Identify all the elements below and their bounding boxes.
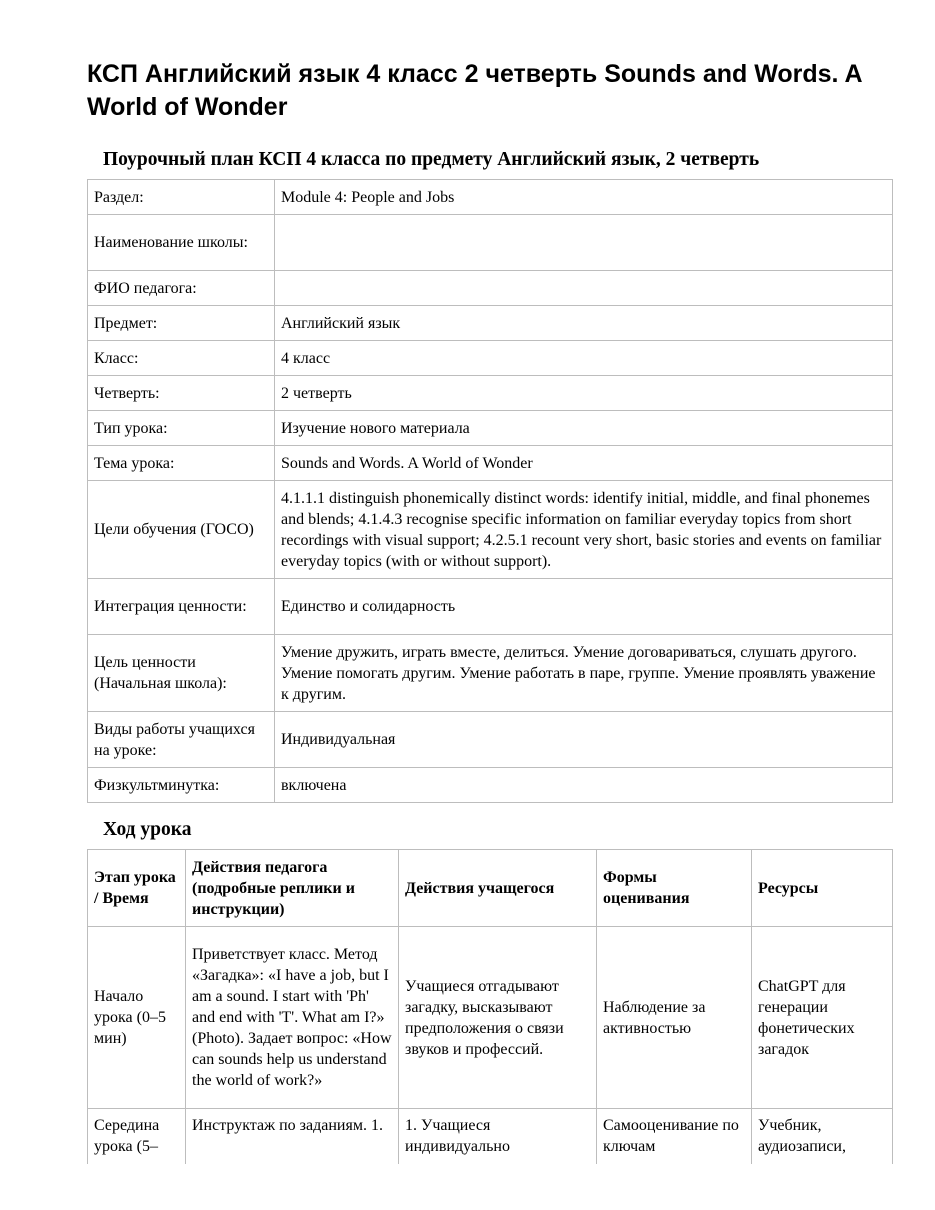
- info-label: Цель ценности (Начальная школа):: [88, 635, 275, 712]
- plan-heading: Поурочный план КСП 4 класса по предмету Английский язык, 2 четверть: [103, 149, 760, 170]
- info-value: [275, 215, 893, 271]
- info-label: Тема урока:: [88, 446, 275, 481]
- table-header-row: [88, 850, 893, 927]
- stage-cell: Середина урока (5–: [88, 1109, 186, 1165]
- column-header-assessment: Формы оценивания: [597, 850, 752, 927]
- info-label: Четверть:: [88, 376, 275, 411]
- info-value: 4.1.1.1 distinguish phonemically distinct words: identify initial, middle, and final phonemes and blends; 4.1.4.3 recognise specific information on familiar everyday topics from short recordings with visual support; 4.2.5.1 recount very short, basic stories and events on familiar everyday topics (with or without support).: [275, 481, 893, 579]
- column-header-stage: Этап урока / Время: [88, 850, 186, 927]
- table-row: [88, 271, 893, 306]
- info-value: 2 четверть: [275, 376, 893, 411]
- info-value: Единство и солидарность: [275, 579, 893, 635]
- table-row: [88, 341, 893, 376]
- column-header-resources: Ресурсы: [752, 850, 893, 927]
- info-label: Предмет:: [88, 306, 275, 341]
- stage-cell: Начало урока (0–5 мин): [88, 927, 186, 1109]
- table-row: [88, 1109, 893, 1165]
- table-row: [88, 180, 893, 215]
- lesson-heading: Ход урока: [103, 819, 192, 840]
- student-actions-cell: 1. Учащиеся индивидуально: [399, 1109, 597, 1165]
- info-label: Физкультминутка:: [88, 768, 275, 803]
- info-label: Интеграция ценности:: [88, 579, 275, 635]
- teacher-actions-cell: Инструктаж по заданиям. 1.: [186, 1109, 399, 1165]
- resources-cell: ChatGPT для генерации фонетических загадок: [752, 927, 893, 1109]
- table-row: [88, 579, 893, 635]
- info-label: Цели обучения (ГОСО): [88, 481, 275, 579]
- info-value: Module 4: People and Jobs: [275, 180, 893, 215]
- table-row: [88, 927, 893, 1109]
- info-value: включена: [275, 768, 893, 803]
- table-row: [88, 215, 893, 271]
- table-row: [88, 635, 893, 712]
- table-row: [88, 376, 893, 411]
- teacher-actions-cell: Приветствует класс. Метод «Загадка»: «I have a job, but I am a sound. I start with 'Ph' and end with 'T'. What am I?» (Photo). Задает вопрос: «How can sounds help us understand the world of work?»: [186, 927, 399, 1109]
- table-row: [88, 411, 893, 446]
- lesson-flow-table: [87, 849, 893, 1164]
- info-value: Изучение нового материала: [275, 411, 893, 446]
- column-header-student-actions: Действия учащегося: [399, 850, 597, 927]
- table-row: [88, 446, 893, 481]
- assessment-cell: Наблюдение за активностью: [597, 927, 752, 1109]
- table-row: [88, 481, 893, 579]
- assessment-cell: Самооценивание по ключам: [597, 1109, 752, 1165]
- document-title: КСП Английский язык 4 класс 2 четверть Sounds and Words. A World of Wonder: [87, 60, 862, 121]
- info-value: Английский язык: [275, 306, 893, 341]
- info-label: Класс:: [88, 341, 275, 376]
- lesson-info-table: [87, 179, 893, 803]
- info-value: Индивидуальная: [275, 712, 893, 768]
- info-label: Наименование школы:: [88, 215, 275, 271]
- info-value: Sounds and Words. A World of Wonder: [275, 446, 893, 481]
- table-row: [88, 712, 893, 768]
- info-label: Тип урока:: [88, 411, 275, 446]
- resources-cell: Учебник, аудиозаписи,: [752, 1109, 893, 1165]
- info-value: 4 класс: [275, 341, 893, 376]
- info-label: ФИО педагога:: [88, 271, 275, 306]
- table-row: [88, 306, 893, 341]
- info-value: Умение дружить, играть вместе, делиться. Умение договариваться, слушать другого. Умение помогать другим. Умение работать в паре, группе. Умение проявлять уважение к другим.: [275, 635, 893, 712]
- info-label: Виды работы учащихся на уроке:: [88, 712, 275, 768]
- student-actions-cell: Учащиеся отгадывают загадку, высказывают предположения о связи звуков и профессий.: [399, 927, 597, 1109]
- table-row: [88, 768, 893, 803]
- column-header-teacher-actions: Действия педагога (подробные реплики и инструкции): [186, 850, 399, 927]
- info-value: [275, 271, 893, 306]
- info-label: Раздел:: [88, 180, 275, 215]
